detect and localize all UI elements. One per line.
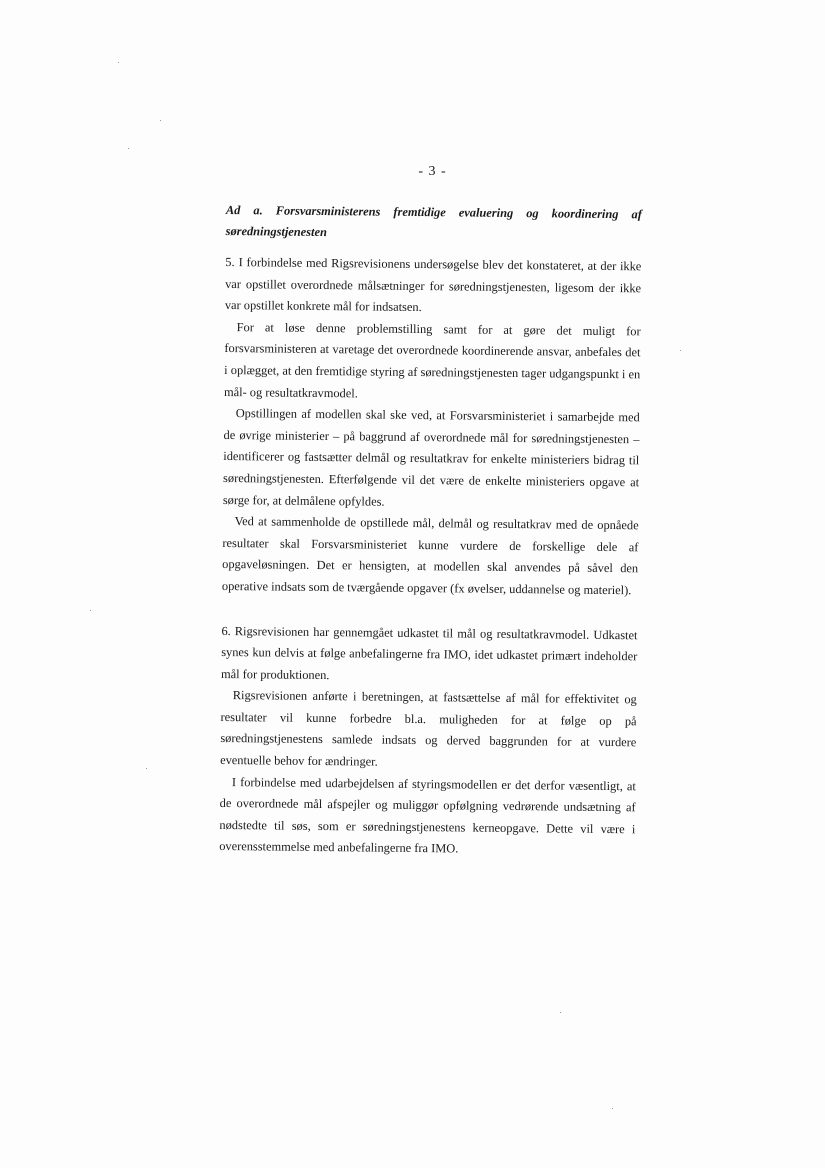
paragraph-text: Rigsrevisionen har gennemgået udkastet til mål og resultatkravmodel. Udkastet synes kun delvis at følge anbefalingerne fra IMO, idet udkastet primært indeholder mål for produktionen. <box>220 623 638 682</box>
section-number-5: 5. <box>225 254 235 270</box>
paragraph-5-1 <box>225 252 642 321</box>
page-number: - 3 - <box>418 164 447 179</box>
scan-speck <box>680 350 681 351</box>
scan-speck <box>90 610 91 611</box>
section-heading: Ad a. Forsvarsministerens fremtidige evaluering og koordinering af søredningstjenesten <box>225 202 642 240</box>
scan-speck <box>146 768 147 769</box>
section-number-6: 6. <box>221 623 231 638</box>
document-body <box>219 200 642 862</box>
paragraph-5-2: For at løse denne problemstilling samt for at gøre det muligt for forsvarsministeren at varetage det overordnede koordinerende ansvar, anbefales det i oplægget, at den fremtidige styring af søredningstjenesten tager udgangspunkt i en mål- og resultatkravmodel. <box>223 319 641 400</box>
scan-speck <box>118 62 119 63</box>
scan-speck <box>128 148 129 149</box>
paragraph-5-4: Ved at sammenholde de opstillede mål, delmål og resultatkrav med de opnåede resultater skal Forsvarsministeriet kunne vurdere de forskellige dele af opgaveløsningen. Det er hensigten, at modellen skal anvendes på såvel den operative indsats som de tværgående opgaver (fx øvelser, uddannelse og materiel). <box>221 514 639 598</box>
paragraph-6-1 <box>221 620 638 689</box>
scan-speck <box>560 1012 561 1013</box>
scan-speck <box>160 120 161 121</box>
paragraph-6-3: I forbindelse med udarbejdelsen af styringsmodellen er det derfor væsentligt, at de overordnede mål afspejler og muliggør opfølgning vedrørende undsætning af nødstedte til søs, som er søredningstjenestens kerneopgave. Dette vil være i overensstemmelse med anbefalingerne fra IMO. <box>219 774 636 856</box>
paragraph-5-3: Opstillingen af modellen skal ske ved, at Forsvarsministeriet i samarbejde med de øvrige ministerier – på baggrund af overordnede mål for søredningstjenesten – identificerer og fastsætter delmål og resultatkrav for enkelte ministeriers bidrag til søredningstjenesten. Efterfølgende vil det være de enkelte ministeriers opgave at sørge for, at delmålene opfyldes. <box>222 406 640 509</box>
paragraph-text: I forbindelse med Rigsrevisionens undersøgelse blev det konstateret, at der ikke var opstillet overordnede målsætninger for søredningstjenesten, ligesom der ikke var opstillet konkrete mål for indsatsen. <box>224 255 642 315</box>
scan-speck <box>612 1108 613 1109</box>
paragraph-6-2: Rigsrevisionen anførte i beretningen, at fastsættelse af mål for effektivitet og resultater vil kunne forbedre bl.a. muligheden for at følge op på søredningstjenestens samlede indsats og derved baggrunden for at vurdere eventuelle behov for ændringer. <box>220 688 637 769</box>
